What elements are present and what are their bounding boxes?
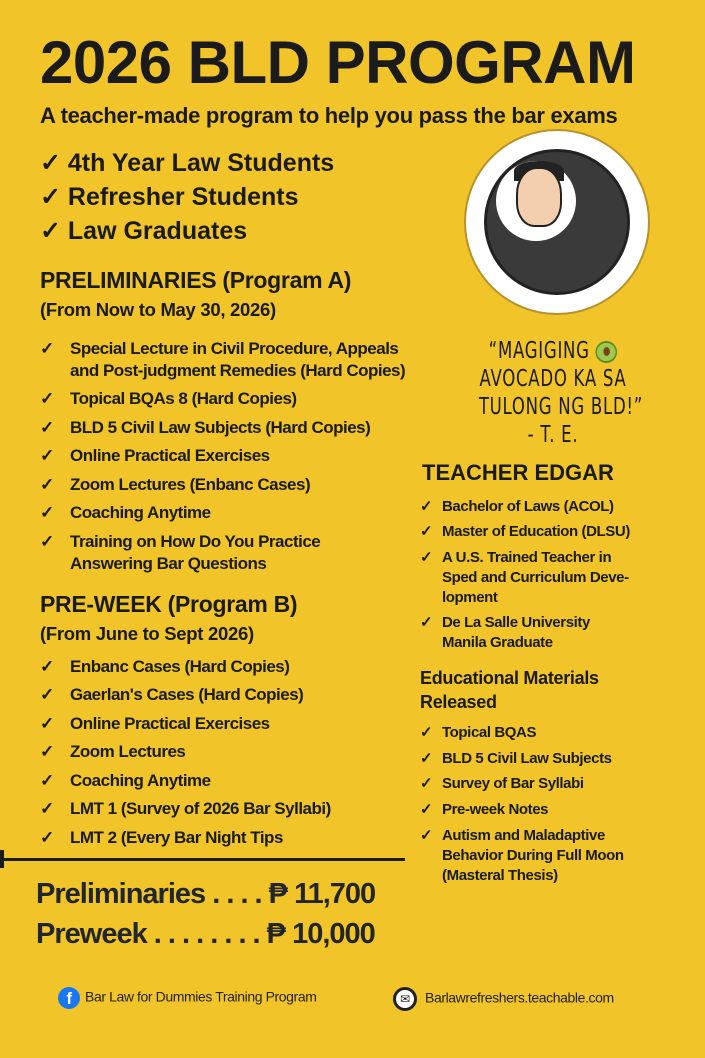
check-icon: ✓ [420,549,433,566]
facebook-icon: f [58,987,80,1009]
list-item-text: Zoom Lectures (Enbanc Cases) [70,475,311,494]
list-item [40,474,310,496]
list-item [420,749,612,769]
list-item-text: Survey of Bar Syllabi [442,775,584,792]
check-icon: ✓ [40,418,54,437]
audience-item [40,182,299,212]
materials-heading: Educational Materials Released [420,668,599,712]
list-item [40,656,289,678]
list-item-text: Enbanc Cases (Hard Copies) [70,657,290,676]
price-preliminaries: Preliminaries . . . . ₱ 11,700 [36,878,376,910]
list-item [420,723,536,743]
list-item-text: Online Practical Exercises [70,714,270,733]
quote-line: “MAGIGING [479,338,627,364]
poster-subtitle: A teacher-made program to help you pass the bar exams [40,103,618,128]
check-icon: ✓ [40,183,61,211]
check-icon: ✓ [40,828,54,847]
check-icon: ✓ [40,771,54,790]
check-icon: ✓ [40,532,54,551]
check-icon: ✓ [420,801,433,818]
quote-line: TULONG NG BLD!” [478,394,644,420]
check-icon: ✓ [40,475,54,494]
program-b-dates: (From June to Sept 2026) [40,623,254,644]
list-item [420,522,630,542]
check-icon: ✓ [40,799,54,818]
check-icon: ✓ [40,446,54,465]
list-item-text: Bachelor of Laws (ACOL) [442,498,614,515]
quote-attribution: - T. E. [527,422,579,448]
list-item-text: Online Practical Exercises [70,446,270,465]
list-item [40,827,283,849]
website-link[interactable] [393,987,614,1011]
list-item-text: Topical BQAS [442,724,537,741]
poster-title: 2026 BLD PROGRAM [40,29,636,96]
list-item [420,613,590,653]
list-item-text: BLD 5 Civil Law Subjects (Hard Copies) [70,418,371,437]
list-item [40,445,270,467]
quote-line: AVOCADO KA SA [479,366,627,392]
list-item [40,798,331,820]
audience-label: Law Graduates [67,217,248,245]
check-icon: ✓ [40,657,54,676]
teacher-name: TEACHER EDGAR [422,460,614,485]
audience-item [40,216,247,246]
list-item-text: LMT 1 (Survey of 2026 Bar Syllabi) [70,799,331,818]
list-item-text: Autism and Maladaptive Behavior During Full Moon (Masteral Thesis) [442,827,624,884]
program-b-heading: PRE-WEEK (Program B) [40,591,298,617]
list-item-text: Special Lecture in Civil Procedure, Appeals and Post-judgment Remedies (Hard Copies) [70,339,406,380]
audience-label: Refresher Students [67,183,299,211]
facebook-label: Bar Law for Dummies Training Program [85,988,317,1005]
list-item-text: LMT 2 (Every Bar Night Tips [70,828,283,847]
check-icon: ✓ [420,827,433,844]
price-preweek: Preweek . . . . . . . . ₱ 10,000 [36,918,375,950]
list-item [40,338,405,382]
envelope-icon: ✉ [393,987,417,1011]
check-icon: ✓ [420,498,433,515]
check-icon: ✓ [40,339,54,358]
list-item [420,800,548,820]
check-icon: ✓ [40,389,54,408]
list-item-text: Zoom Lectures [70,742,186,761]
list-item [40,770,211,792]
check-icon: ✓ [40,503,54,522]
audience-label: 4th Year Law Students [67,149,335,177]
check-icon: ✓ [40,742,54,761]
list-item-text: Gaerlan's Cases (Hard Copies) [70,685,304,704]
check-icon: ✓ [420,523,433,540]
audience-item [40,148,334,178]
avocado-icon [596,341,618,363]
check-icon: ✓ [40,217,61,245]
program-a-heading: PRELIMINARIES (Program A) [40,267,352,293]
list-item-text: Coaching Anytime [70,771,211,790]
list-item [40,502,211,524]
divider-line [0,858,405,861]
list-item [420,548,629,608]
check-icon: ✓ [420,775,433,792]
list-item-text: A U.S. Trained Teacher in Sped and Curriculum Deve- lopment [442,549,629,606]
list-item [40,531,320,575]
list-item [40,684,303,706]
list-item [420,826,624,886]
list-item-text: Coaching Anytime [70,503,211,522]
list-item [40,417,370,439]
check-icon: ✓ [40,714,54,733]
list-item [420,774,584,794]
list-item-text: BLD 5 Civil Law Subjects [442,750,612,767]
facebook-link[interactable] [58,987,316,1009]
bar-law-for-dummies-logo [464,129,650,315]
list-item-text: Training on How Do You Practice Answering Bar Questions [70,532,321,573]
list-item-text: Pre-week Notes [442,801,549,818]
check-icon: ✓ [40,149,61,177]
list-item [40,388,297,410]
check-icon: ✓ [420,614,433,631]
list-item [420,497,614,517]
website-label: Barlawrefreshers.teachable.com [425,989,614,1006]
program-a-dates: (From Now to May 30, 2026) [40,299,276,320]
list-item-text: Master of Education (DLSU) [442,523,630,540]
check-icon: ✓ [420,750,433,767]
list-item [40,713,270,735]
list-item [40,741,185,763]
list-item-text: De La Salle University Manila Graduate [442,614,590,651]
check-icon: ✓ [420,724,433,741]
check-icon: ✓ [40,685,54,704]
list-item-text: Topical BQAs 8 (Hard Copies) [70,389,297,408]
